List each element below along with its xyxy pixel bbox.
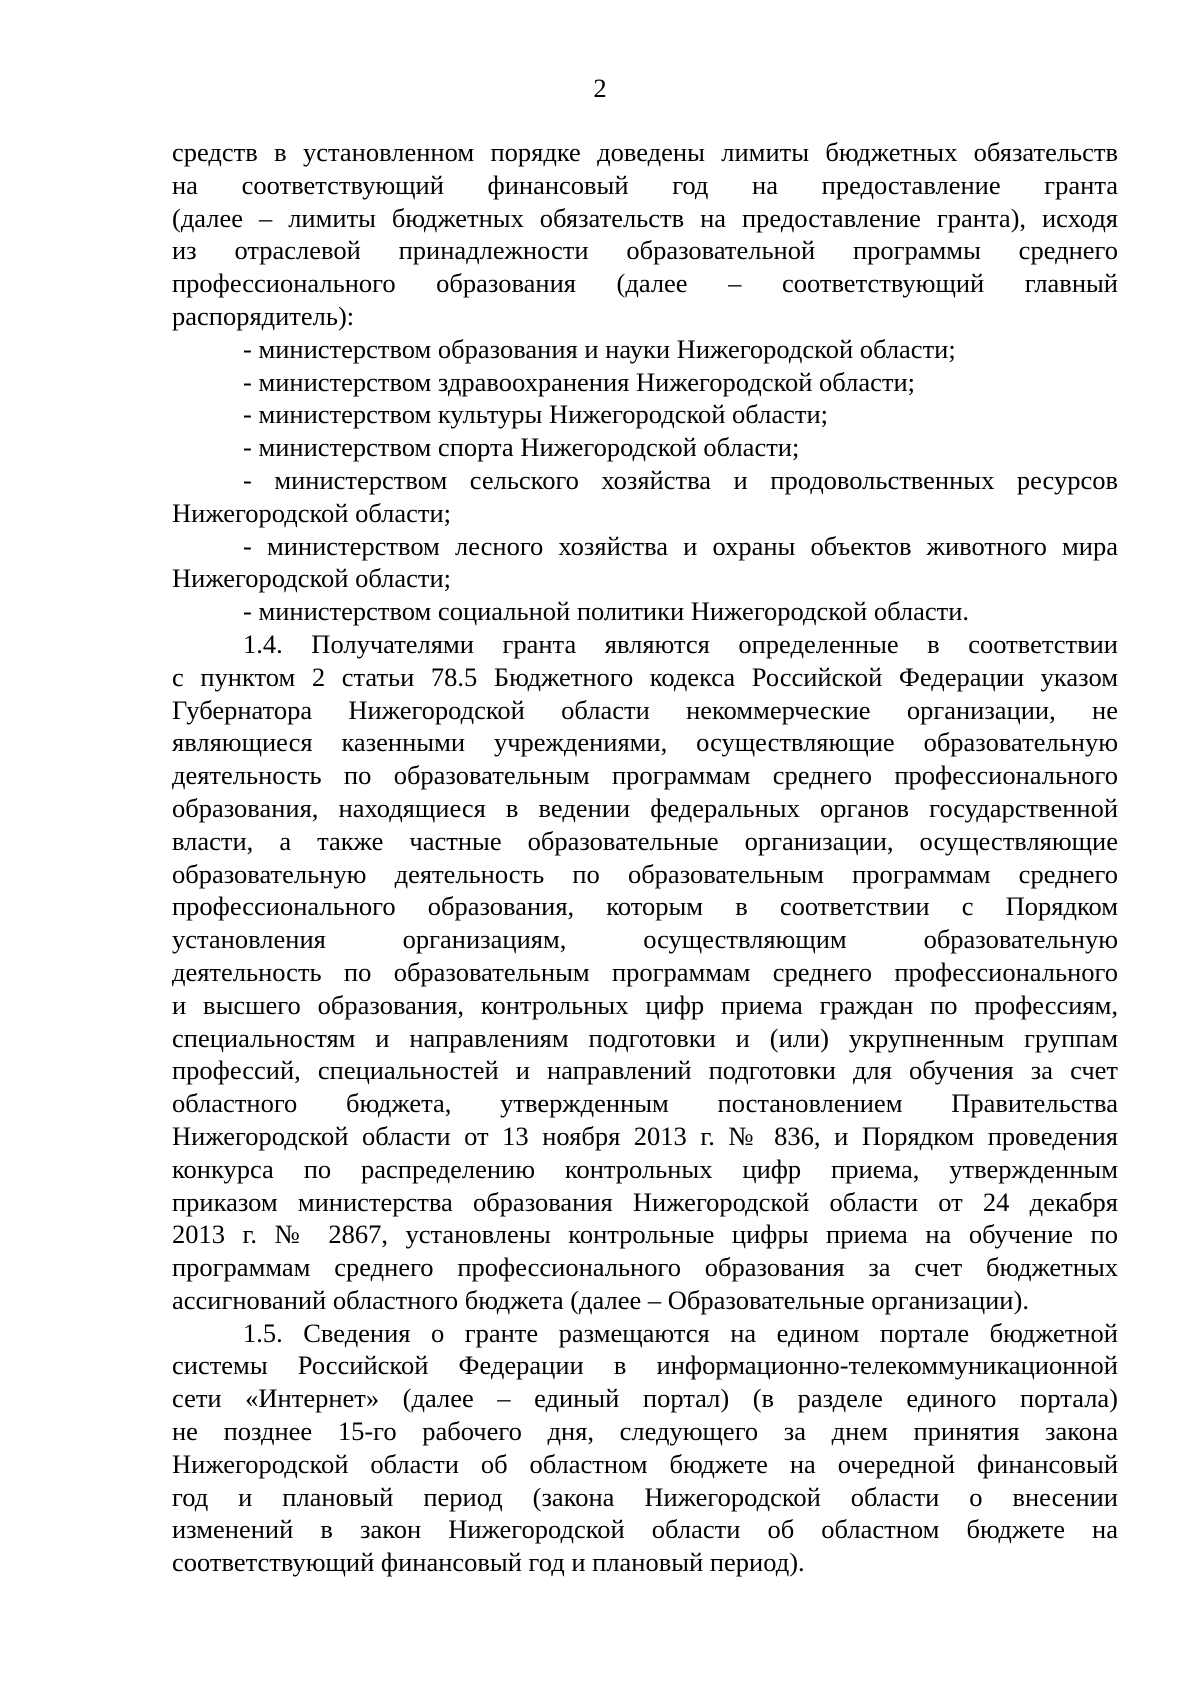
text-line: профессий, специальностей и направлений подготовки для обучения за счет (172, 1055, 1118, 1086)
text-line: средств в установленном порядке доведены лимиты бюджетных обязательств (172, 137, 1118, 167)
text-line: системы Российской Федерации в информационно-телекоммуникационной (172, 1350, 1118, 1381)
text-line: деятельность по образовательным программам среднего профессионального (172, 760, 1118, 791)
text-line: изменений в закон Нижегородской области об областном бюджете на (172, 1514, 1118, 1545)
text-line: образовательную деятельность по образовательным программам среднего (172, 858, 1118, 889)
text-line: Нижегородской области; (172, 497, 452, 528)
text-line: - министерством культуры Нижегородской области; (243, 399, 828, 430)
text-line: профессионального образования (далее – соответствующий главный (172, 268, 1118, 299)
text-line: ассигнований областного бюджета (далее – Образовательные организации). (172, 1284, 1029, 1315)
text-line: приказом министерства образования Нижегородской области от 24 декабря (172, 1186, 1118, 1217)
text-line: являющиеся казенными учреждениями, осуществляющие образовательную (172, 727, 1118, 758)
text-line: Нижегородской области; (172, 563, 452, 594)
page-number: 2 (593, 73, 607, 103)
text-line: образования, находящиеся в ведении федеральных органов государственной (172, 792, 1118, 823)
text-line: не позднее 15-го рабочего дня, следующего за днем принятия закона (172, 1416, 1118, 1447)
text-line: Губернатора Нижегородской области некоммерческие организации, не (172, 694, 1118, 725)
text-line: соответствующий финансовый год и плановый период). (172, 1547, 805, 1578)
text-line: установления организациям, осуществляющим образовательную (172, 924, 1118, 955)
text-line: из отраслевой принадлежности образовательной программы среднего (172, 235, 1118, 266)
text-line: сети «Интернет» (далее – единый портал) (в разделе единого портала) (172, 1383, 1118, 1414)
text-line: распорядитель): (172, 300, 355, 331)
text-line: областного бюджета, утвержденным постановлением Правительства (172, 1088, 1118, 1119)
text-line: - министерством сельского хозяйства и продовольственных ресурсов (243, 464, 1118, 495)
text-line: специальностям и направлениям подготовки и (или) укрупненным группам (172, 1022, 1118, 1053)
document-body (172, 136, 1118, 1579)
text-line: с пунктом 2 статьи 78.5 Бюджетного кодекса Российской Федерации указом (172, 661, 1118, 692)
text-line: профессионального образования, которым в соответствии с Порядком (172, 891, 1118, 922)
text-line: программам среднего профессионального образования за счет бюджетных (172, 1252, 1118, 1283)
text-line: (далее – лимиты бюджетных обязательств на предоставление гранта), исходя (172, 202, 1118, 233)
text-line: и высшего образования, контрольных цифр приема граждан по профессиям, (172, 989, 1118, 1020)
text-line: - министерством лесного хозяйства и охраны объектов животного мира (243, 530, 1118, 561)
text-line: Нижегородской области об областном бюджете на очередной финансовый (172, 1448, 1118, 1479)
text-line: - министерством образования и науки Нижегородской области; (243, 333, 956, 364)
text-line: 1.4. Получателями гранта являются определенные в соответствии (243, 628, 1118, 659)
text-line: конкурса по распределению контрольных цифр приема, утвержденным (172, 1153, 1118, 1184)
text-line: - министерством спорта Нижегородской области; (243, 432, 800, 463)
text-line: - министерством социальной политики Нижегородской области. (243, 596, 970, 627)
text-line: на соответствующий финансовый год на предоставление гранта (172, 169, 1118, 200)
text-line: деятельность по образовательным программам среднего профессионального (172, 956, 1118, 987)
text-line: 2013 г. № 2867, установлены контрольные цифры приема на обучение по (172, 1219, 1118, 1250)
text-line: Нижегородской области от 13 ноября 2013 г. № 836, и Порядком проведения (172, 1120, 1118, 1151)
text-line: год и плановый период (закона Нижегородской области о внесении (172, 1481, 1118, 1512)
text-line: - министерством здравоохранения Нижегородской области; (243, 366, 915, 397)
text-line: власти, а также частные образовательные организации, осуществляющие (172, 825, 1118, 856)
text-line: 1.5. Сведения о гранте размещаются на едином портале бюджетной (243, 1317, 1118, 1348)
